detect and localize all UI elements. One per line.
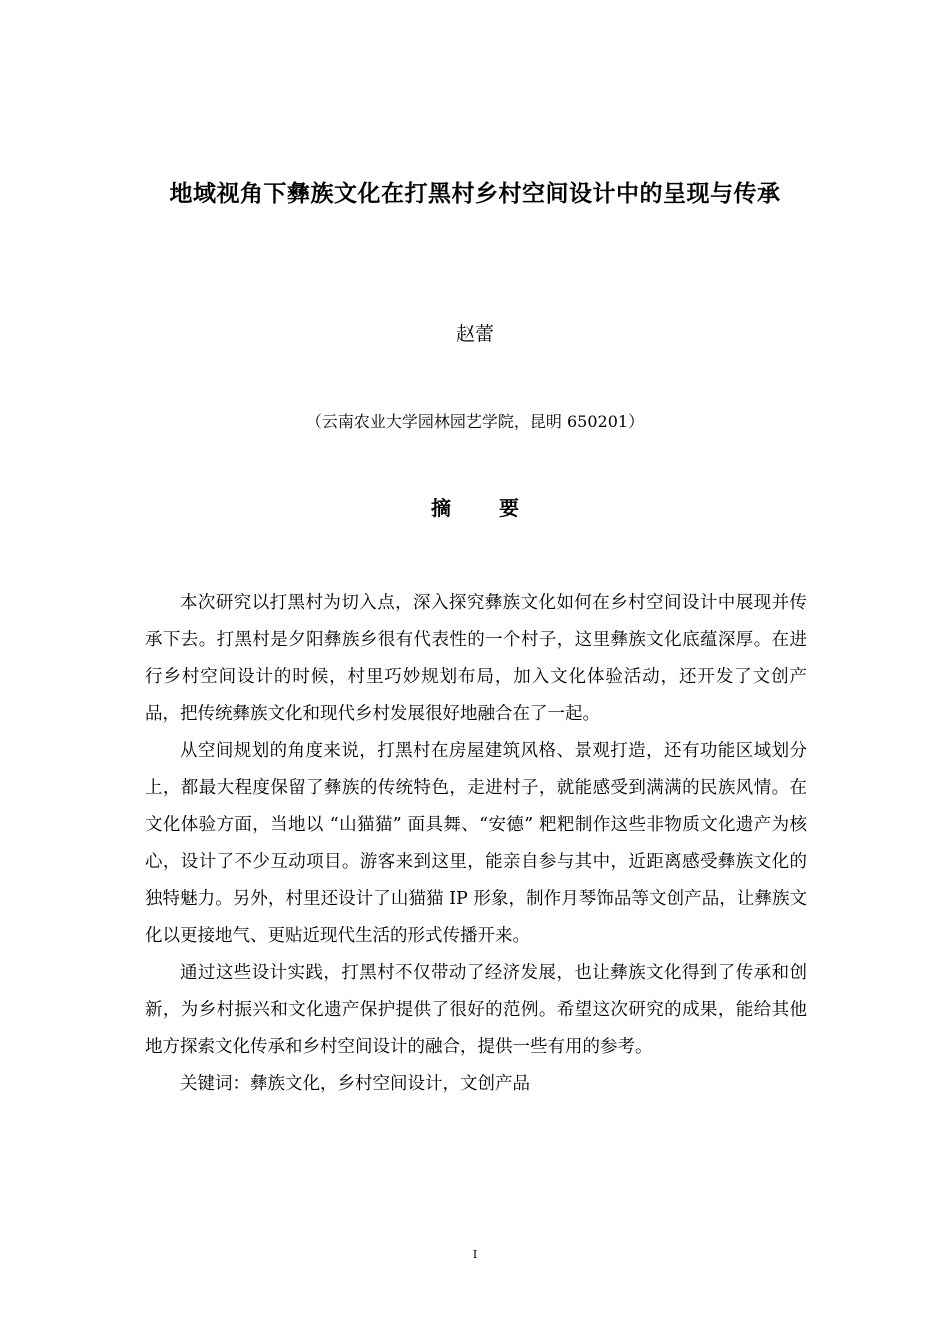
page-number: I [472,1248,478,1261]
abstract-paragraph: 从空间规划的角度来说，打黑村在房屋建筑风格、景观打造，还有功能区域划分上，都最大程度保留了彝族的传统特色，走进村子，就能感受到满满的民族风情。在文化体验方面，当地以 “山猫猫” 面具舞、“安德” 粑粑制作这些非物质文化遗产为核心，设计了不少互动项目。游客来到这里，能亲自参与其中，近距离感受彝族文化的独特魅力。另外，村里还设计了山猫猫 IP 形象，制作月琴饰品等文创产品，让彝族文化以更接地气、更贴近现代生活的形式传播开来。 [145,741,807,946]
abstract-heading-char-1: 摘 [431,496,451,520]
abstract-paragraph: 通过这些设计实践，打黑村不仅带动了经济发展，也让彝族文化得到了传承和创新，为乡村振兴和文化遗产保护提供了很好的范例。希望这次研究的成果，能给其他地方探索文化传承和乡村空间设计的融合，提供一些有用的参考。 [145,963,807,1057]
author-name: 赵蕾 [455,323,494,345]
abstract-heading-char-2: 要 [499,496,519,520]
paper-title: 地域视角下彝族文化在打黑村乡村空间设计中的呈现与传承 [169,181,781,207]
author-affiliation: （云南农业大学园林园艺学院，昆明 650201） [305,412,645,431]
abstract-heading [0,492,950,524]
abstract-body [145,585,807,1103]
keywords-line: 关键词：彝族文化，乡村空间设计，文创产品 [180,1074,530,1094]
abstract-paragraph: 本次研究以打黑村为切入点，深入探究彝族文化如何在乡村空间设计中展现并传承下去。打黑村是夕阳彝族乡很有代表性的一个村子，这里彝族文化底蕴深厚。在进行乡村空间设计的时候，村里巧妙规划布局，加入文化体验活动，还开发了文创产品，把传统彝族文化和现代乡村发展很好地融合在了一起。 [145,593,807,724]
